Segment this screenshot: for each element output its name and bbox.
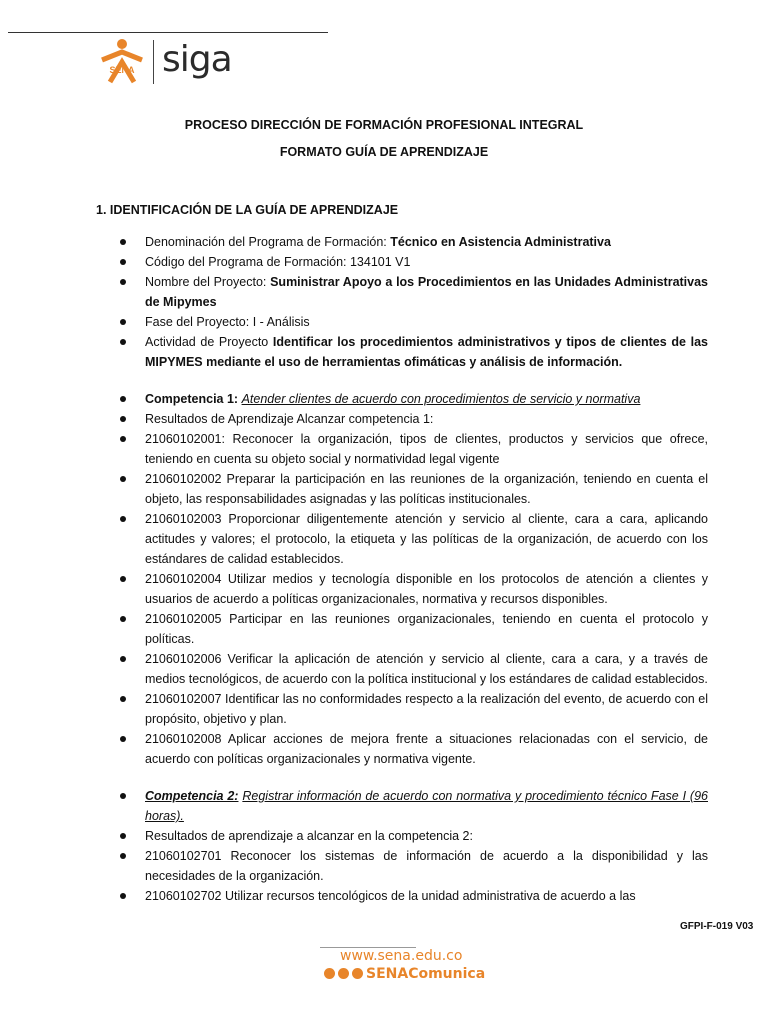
bullet-icon — [120, 893, 126, 899]
bullet-icon — [120, 656, 126, 662]
bullet-icon — [120, 476, 126, 482]
bullet-icon — [120, 736, 126, 742]
bullet-icon — [120, 853, 126, 859]
resultado-item: 21060102002 Preparar la participación en las reuniones de la organización, teniendo en cuenta el objeto, las responsabilidades asignadas y las políticas institucionales. — [96, 469, 708, 509]
resultado-item: 21060102701 Reconocer los sistemas de información de acuerdo a la disponibilidad y las necesidades de la organización. — [96, 846, 708, 886]
resultado-item: 21060102001: Reconocer la organización, tipos de clientes, productos y servicios que ofrece, teniendo en cuenta su objeto social y normatividad legal vigente — [96, 429, 708, 469]
competencia-2-heading: Competencia 2: Registrar información de acuerdo con normativa y procedimiento técnico Fase I (96 horas). — [96, 786, 708, 826]
bullet-icon — [120, 339, 126, 345]
resultado-item: 21060102007 Identificar las no conformidades respecto a la realización del evento, de acuerdo con el propósito, objetivo y plan. — [96, 689, 708, 729]
bullet-icon — [120, 696, 126, 702]
list-item-proyecto: Nombre del Proyecto: Suministrar Apoyo a los Procedimientos en las Unidades Administrativas de Mipymes — [96, 272, 708, 312]
bullet-icon — [120, 239, 126, 245]
logo-divider — [153, 40, 154, 84]
bullet-icon — [120, 416, 126, 422]
resultado-item: 21060102008 Aplicar acciones de mejora frente a situaciones relacionadas con el servicio, de acuerdo con políticas organizacionales y normativa vigente. — [96, 729, 708, 769]
resultado-item: 21060102006 Verificar la aplicación de atención y servicio al cliente, cara a cara, y a través de medios tecnológicos, de acuerdo con la política institucional y los estándares de calidad establecidos. — [96, 649, 708, 689]
header-logos — [96, 38, 256, 88]
sena-logo-text: SENA — [109, 65, 135, 75]
sena-logo-icon — [96, 38, 148, 88]
resultado-item: 21060102004 Utilizar medios y tecnología disponible en los protocolos de atención a clientes y usuarios de acuerdo a políticas organizacionales, normativa y recursos disponibles. — [96, 569, 708, 609]
bullet-icon — [120, 279, 126, 285]
competencia-1-resultados-label: Resultados de Aprendizaje Alcanzar competencia 1: — [96, 409, 708, 429]
bullet-icon — [120, 833, 126, 839]
document-title: PROCESO DIRECCIÓN DE FORMACIÓN PROFESIONAL INTEGRAL — [184, 118, 584, 132]
bullet-icon — [120, 616, 126, 622]
list-item-programa: Denominación del Programa de Formación: Técnico en Asistencia Administrativa — [96, 232, 708, 252]
resultado-item: 21060102005 Participar en las reuniones organizacionales, teniendo en cuenta el protocolo y políticas. — [96, 609, 708, 649]
bullet-icon — [120, 396, 126, 402]
bullet-icon — [120, 516, 126, 522]
list-item-codigo: Código del Programa de Formación: 134101 V1 — [96, 252, 708, 272]
siga-logo: siga — [162, 39, 232, 80]
list-item-actividad: Actividad de Proyecto Identificar los procedimientos administrativos y tipos de clientes de las MIPYMES mediante el uso de herramientas ofimáticas y análisis de información. — [96, 332, 708, 372]
document-subtitle: FORMATO GUÍA DE APRENDIZAJE — [279, 145, 489, 159]
social-handle[interactable]: SENAComunica — [324, 966, 485, 982]
header-rule — [8, 32, 328, 33]
list-item-fase: Fase del Proyecto: I - Análisis — [96, 312, 708, 332]
bullet-icon — [120, 576, 126, 582]
resultado-item: 21060102702 Utilizar recursos tencológicos de la unidad administrativa de acuerdo a las — [96, 886, 708, 906]
bullet-icon — [120, 259, 126, 265]
resultado-item: 21060102003 Proporcionar diligentemente atención y servicio al cliente, cara a cara, aplicando actitudes y valores; el protocolo, la etiqueta y las políticas de la organización, de acuerdo con los estándares de calidad establecidos. — [96, 509, 708, 569]
youtube-icon — [352, 968, 363, 979]
competencia-2-resultados-label: Resultados de aprendizaje a alcanzar en la competencia 2: — [96, 826, 708, 846]
document-code: GFPI-F-019 V03 — [680, 921, 754, 932]
section-title: 1. IDENTIFICACIÓN DE LA GUÍA DE APRENDIZAJE — [96, 203, 399, 217]
website-link[interactable]: www.sena.edu.co — [340, 948, 463, 964]
bullet-icon — [120, 436, 126, 442]
twitter-icon — [338, 968, 349, 979]
identification-list — [96, 232, 708, 906]
facebook-icon — [324, 968, 335, 979]
bullet-icon — [120, 793, 126, 799]
competencia-1-heading: Competencia 1: Atender clientes de acuerdo con procedimientos de servicio y normativa — [96, 389, 708, 409]
bullet-icon — [120, 319, 126, 325]
